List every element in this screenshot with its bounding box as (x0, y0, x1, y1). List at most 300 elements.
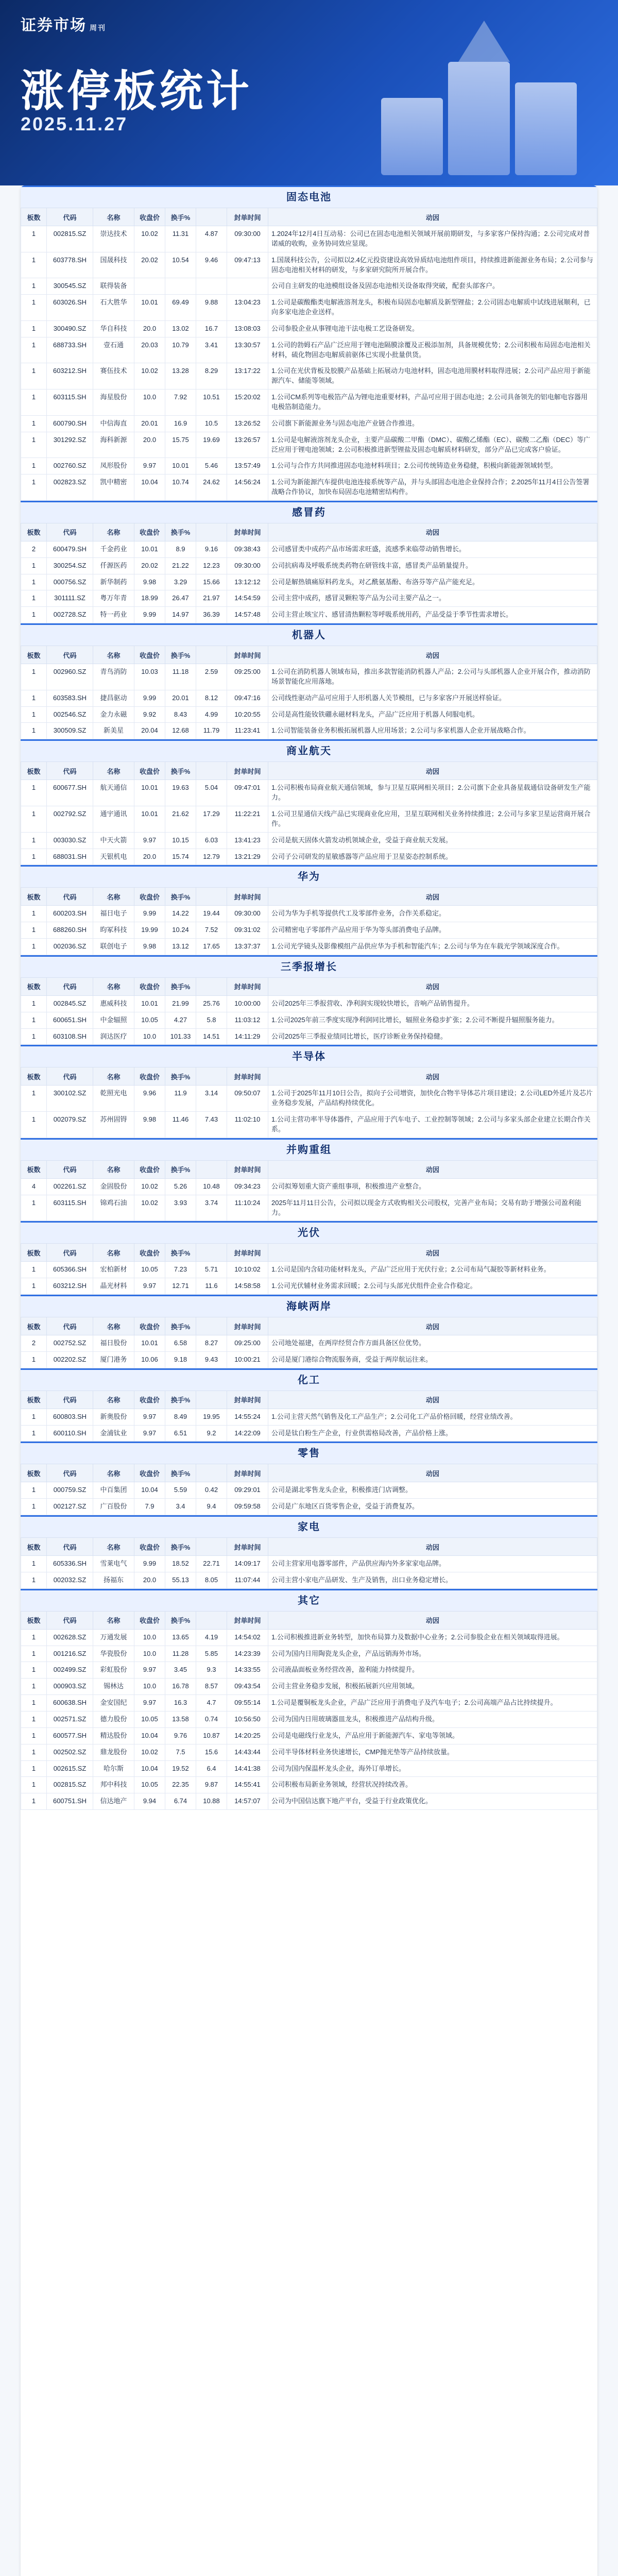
seal-cell: 5.71 (196, 1262, 227, 1278)
price-cell: 20.0 (134, 1572, 165, 1588)
code-cell: 600803.SH (47, 1409, 93, 1425)
table-row (21, 1662, 597, 1679)
turnover-cell: 20.01 (165, 690, 196, 706)
reason-cell: 1.公司是碳酸酯类电解液溶剂龙头，积极布局固态电解质及新型锂盐；2.公司固态电解质中试线进展顺利，已向多家电池企业送样。 (268, 295, 597, 321)
table-row (21, 1679, 597, 1695)
table-row (21, 1499, 597, 1515)
column-header: 换手% (165, 1538, 196, 1556)
column-header: 封单时间 (227, 1244, 268, 1262)
name-cell: 特一药业 (93, 607, 134, 623)
code-cell: 600677.SH (47, 780, 93, 806)
price-cell: 20.02 (134, 557, 165, 574)
reason-cell: 2025年11月11日公告，公司拟以现金方式收购相关公司股权，完善产业布局；交易有助于增强公司盈利能力。 (268, 1195, 597, 1221)
time-cell: 14:58:58 (227, 1278, 268, 1295)
code-cell: 300102.SZ (47, 1086, 93, 1112)
column-header: 动因 (268, 977, 597, 995)
seal-cell: 4.99 (196, 706, 227, 723)
limit-up-table (21, 185, 597, 2576)
boards-cell: 1 (21, 1760, 47, 1777)
time-cell: 09:43:54 (227, 1679, 268, 1695)
boards-cell: 2 (21, 541, 47, 557)
code-cell: 003030.SZ (47, 832, 93, 849)
coin-stack (448, 62, 510, 175)
reason-cell: 公司是解热镇痛原料药龙头，对乙酰氨基酚、布洛芬等产品产能充足。 (268, 574, 597, 590)
seal-cell: 6.03 (196, 832, 227, 849)
boards-cell: 1 (21, 849, 47, 865)
column-header: 收盘价 (134, 1244, 165, 1262)
code-cell: 002036.SZ (47, 939, 93, 955)
name-cell: 石大胜华 (93, 295, 134, 321)
reason-cell: 公司主营家用电器零部件，产品供应海内外多家家电品牌。 (268, 1556, 597, 1572)
column-header: 代码 (47, 1317, 93, 1335)
name-cell: 润达医疗 (93, 1028, 134, 1045)
boards-cell: 1 (21, 320, 47, 337)
code-cell: 300545.SZ (47, 278, 93, 295)
column-header: 换手% (165, 1611, 196, 1629)
table-row (21, 1351, 597, 1368)
data-table (21, 1317, 597, 1368)
reason-cell: 公司积极布局新业务领域，经营状况持续改善。 (268, 1777, 597, 1793)
seal-cell: 3.41 (196, 337, 227, 363)
code-cell: 002546.SZ (47, 706, 93, 723)
column-header: 名称 (93, 762, 134, 780)
section-title: 其它 (21, 1589, 597, 1611)
turnover-cell: 26.47 (165, 590, 196, 607)
time-cell: 13:12:12 (227, 574, 268, 590)
column-header: 名称 (93, 977, 134, 995)
name-cell: 航天通信 (93, 780, 134, 806)
reason-cell: 公司2025年三季报营收、净利润实现较快增长，音响产品销售提升。 (268, 995, 597, 1012)
column-header (196, 208, 227, 226)
column-header: 收盘价 (134, 1611, 165, 1629)
time-cell: 14:20:25 (227, 1727, 268, 1744)
time-cell: 09:29:01 (227, 1482, 268, 1499)
column-header: 代码 (47, 1160, 93, 1178)
code-cell: 300509.SZ (47, 723, 93, 739)
price-cell: 10.04 (134, 1760, 165, 1777)
price-cell: 10.02 (134, 1178, 165, 1195)
column-header: 收盘价 (134, 888, 165, 906)
boards-cell: 1 (21, 574, 47, 590)
name-cell: 彩虹股份 (93, 1662, 134, 1679)
time-cell: 09:38:43 (227, 541, 268, 557)
price-cell: 20.0 (134, 849, 165, 865)
reason-cell: 公司抗病毒及呼吸系统类药物在研管线丰富，感冒类产品销量提升。 (268, 557, 597, 574)
column-header: 动因 (268, 1391, 597, 1409)
seal-cell: 3.74 (196, 1195, 227, 1221)
code-cell: 603212.SH (47, 1278, 93, 1295)
boards-cell: 1 (21, 806, 47, 833)
name-cell: 乾照光电 (93, 1086, 134, 1112)
price-cell: 20.01 (134, 415, 165, 432)
page-date: 2025.11.27 (21, 113, 128, 134)
table-row (21, 389, 597, 416)
seal-cell: 14.51 (196, 1028, 227, 1045)
name-cell: 凤形股份 (93, 458, 134, 474)
name-cell: 新奥股份 (93, 1409, 134, 1425)
seal-cell: 9.4 (196, 1499, 227, 1515)
column-header: 换手% (165, 1160, 196, 1178)
price-cell: 20.02 (134, 252, 165, 278)
seal-cell: 10.48 (196, 1178, 227, 1195)
column-header: 名称 (93, 1067, 134, 1086)
time-cell: 09:47:13 (227, 252, 268, 278)
reason-cell: 1.公司2025年前三季度实现净利润同比增长，辐照业务稳步扩张；2.公司不断提升辐照服务能力。 (268, 1012, 597, 1028)
section-title: 海峡两岸 (21, 1295, 597, 1317)
turnover-cell: 10.54 (165, 252, 196, 278)
seal-cell: 16.7 (196, 320, 227, 337)
section (21, 1589, 597, 1810)
data-table (21, 646, 597, 739)
seal-cell: 12.79 (196, 849, 227, 865)
arrow-up-icon (458, 21, 510, 62)
section (21, 865, 597, 955)
time-cell: 14:41:38 (227, 1760, 268, 1777)
code-cell: 002079.SZ (47, 1112, 93, 1138)
turnover-cell: 14.97 (165, 607, 196, 623)
boards-cell: 1 (21, 1012, 47, 1028)
table-row (21, 1112, 597, 1138)
name-cell: 联创电子 (93, 939, 134, 955)
price-cell: 19.99 (134, 922, 165, 939)
price-cell: 9.99 (134, 690, 165, 706)
turnover-cell: 4.27 (165, 1012, 196, 1028)
reason-cell: 1.公司卫星通信天线产品已实现商业化应用，卫星互联网相关业务持续推进；2.公司与多家卫星运营商开展合作。 (268, 806, 597, 833)
time-cell: 14:23:39 (227, 1646, 268, 1662)
reason-cell: 公司主营中成药，感冒灵颗粒等产品为公司主要产品之一。 (268, 590, 597, 607)
column-header: 代码 (47, 523, 93, 541)
column-header: 动因 (268, 208, 597, 226)
boards-cell: 1 (21, 1679, 47, 1695)
column-header: 封单时间 (227, 646, 268, 664)
column-header: 代码 (47, 1611, 93, 1629)
price-cell: 9.97 (134, 832, 165, 849)
table-row (21, 1482, 597, 1499)
time-cell: 13:26:52 (227, 415, 268, 432)
turnover-cell: 21.62 (165, 806, 196, 833)
boards-cell: 1 (21, 1028, 47, 1045)
seal-cell: 8.57 (196, 1679, 227, 1695)
time-cell: 14:55:41 (227, 1777, 268, 1793)
column-header: 封单时间 (227, 523, 268, 541)
brand-logo: 证券市场 周刊 (21, 17, 106, 34)
table-row (21, 1425, 597, 1442)
reason-cell: 1.2024年12月4日互动易：公司已在固态电池相关领域开展前期研发，与多家客户保持沟通；2.公司完成对普诺威的收购，业务协同效应显现。 (268, 226, 597, 252)
column-header: 收盘价 (134, 208, 165, 226)
boards-cell: 1 (21, 832, 47, 849)
code-cell: 002571.SZ (47, 1711, 93, 1728)
column-header: 板数 (21, 888, 47, 906)
name-cell: 海科新源 (93, 432, 134, 458)
turnover-cell: 11.46 (165, 1112, 196, 1138)
name-cell: 万通发展 (93, 1629, 134, 1646)
table-row (21, 1744, 597, 1760)
table-row (21, 474, 597, 501)
column-header: 收盘价 (134, 977, 165, 995)
boards-cell: 1 (21, 1086, 47, 1112)
seal-cell: 10.51 (196, 389, 227, 416)
name-cell: 新美星 (93, 723, 134, 739)
column-header: 代码 (47, 1067, 93, 1086)
column-header: 动因 (268, 888, 597, 906)
boards-cell: 1 (21, 337, 47, 363)
table-row (21, 1028, 597, 1045)
coin-stack (381, 98, 443, 175)
name-cell: 金浦钛业 (93, 1425, 134, 1442)
name-cell: 惠威科技 (93, 995, 134, 1012)
code-cell: 600651.SH (47, 1012, 93, 1028)
code-cell: 301292.SZ (47, 432, 93, 458)
boards-cell: 1 (21, 1409, 47, 1425)
turnover-cell: 15.75 (165, 432, 196, 458)
boards-cell: 1 (21, 474, 47, 501)
code-cell: 002792.SZ (47, 806, 93, 833)
price-cell: 20.04 (134, 723, 165, 739)
column-header: 换手% (165, 523, 196, 541)
code-cell: 002815.SZ (47, 226, 93, 252)
time-cell: 13:37:37 (227, 939, 268, 955)
name-cell: 粤万年青 (93, 590, 134, 607)
code-cell: 002815.SZ (47, 1777, 93, 1793)
price-cell: 10.05 (134, 1012, 165, 1028)
section (21, 739, 597, 865)
time-cell: 13:21:29 (227, 849, 268, 865)
turnover-cell: 5.59 (165, 1482, 196, 1499)
column-header: 动因 (268, 1160, 597, 1178)
time-cell: 11:23:41 (227, 723, 268, 739)
column-header: 名称 (93, 1160, 134, 1178)
column-header: 板数 (21, 1067, 47, 1086)
boards-cell: 1 (21, 252, 47, 278)
time-cell: 09:47:16 (227, 690, 268, 706)
turnover-cell: 16.78 (165, 1679, 196, 1695)
seal-cell: 5.8 (196, 1012, 227, 1028)
table-row (21, 1727, 597, 1744)
time-cell: 09:30:00 (227, 226, 268, 252)
turnover-cell: 9.76 (165, 1727, 196, 1744)
name-cell: 信达地产 (93, 1793, 134, 1810)
code-cell: 301111.SZ (47, 590, 93, 607)
boards-cell: 1 (21, 590, 47, 607)
table-row (21, 607, 597, 623)
code-cell: 600577.SH (47, 1727, 93, 1744)
table-row (21, 690, 597, 706)
boards-cell: 1 (21, 1662, 47, 1679)
reason-cell: 公司旗下新能源业务与固态电池产业链合作推进。 (268, 415, 597, 432)
table-row (21, 1646, 597, 1662)
seal-cell: 5.46 (196, 458, 227, 474)
time-cell: 09:25:00 (227, 1335, 268, 1352)
column-header: 板数 (21, 646, 47, 664)
price-cell: 9.94 (134, 1793, 165, 1810)
name-cell: 凯中精密 (93, 474, 134, 501)
turnover-cell: 22.35 (165, 1777, 196, 1793)
reason-cell: 1.公司在光伏背板及胶膜产品基础上拓展动力电池材料，固态电池用膜材料取得进展；2.公司产品应用于新能源汽车、储能等领域。 (268, 363, 597, 389)
name-cell: 新华制药 (93, 574, 134, 590)
price-cell: 7.9 (134, 1499, 165, 1515)
table-row (21, 1178, 597, 1195)
code-cell: 603583.SH (47, 690, 93, 706)
column-header (196, 1244, 227, 1262)
column-header: 收盘价 (134, 1464, 165, 1482)
column-header: 名称 (93, 1611, 134, 1629)
name-cell: 金固股份 (93, 1178, 134, 1195)
turnover-cell: 3.29 (165, 574, 196, 590)
time-cell: 09:50:07 (227, 1086, 268, 1112)
time-cell: 14:56:24 (227, 474, 268, 501)
turnover-cell: 55.13 (165, 1572, 196, 1588)
code-cell: 002752.SZ (47, 1335, 93, 1352)
name-cell: 通宇通讯 (93, 806, 134, 833)
price-cell: 10.02 (134, 1195, 165, 1221)
boards-cell: 1 (21, 906, 47, 922)
turnover-cell: 16.3 (165, 1695, 196, 1711)
column-header: 换手% (165, 1067, 196, 1086)
boards-cell: 1 (21, 458, 47, 474)
column-header: 换手% (165, 888, 196, 906)
seal-cell: 10.5 (196, 415, 227, 432)
page-title: 涨停板统计 (21, 67, 253, 115)
time-cell: 14:54:02 (227, 1629, 268, 1646)
column-header: 板数 (21, 523, 47, 541)
table-row (21, 458, 597, 474)
section (21, 1138, 597, 1222)
reason-cell: 1.公司智能装备业务积极拓展机器人应用场景；2.公司与多家机器人企业开展战略合作。 (268, 723, 597, 739)
reason-cell: 公司线性驱动产品可应用于人形机器人关节模组，已与多家客户开展送样验证。 (268, 690, 597, 706)
code-cell: 603778.SH (47, 252, 93, 278)
code-cell: 001216.SZ (47, 1646, 93, 1662)
column-header: 板数 (21, 762, 47, 780)
turnover-cell: 13.28 (165, 363, 196, 389)
column-header: 板数 (21, 977, 47, 995)
column-header: 收盘价 (134, 1067, 165, 1086)
header-banner (0, 0, 618, 185)
column-header: 代码 (47, 762, 93, 780)
seal-cell: 3.14 (196, 1086, 227, 1112)
turnover-cell: 13.65 (165, 1629, 196, 1646)
column-header (196, 1611, 227, 1629)
reason-cell: 公司为国内日用玻璃器皿龙头，积极推进产品结构升级。 (268, 1711, 597, 1728)
code-cell: 600638.SH (47, 1695, 93, 1711)
boards-cell: 1 (21, 1556, 47, 1572)
section-title: 家电 (21, 1515, 597, 1537)
code-cell: 605336.SH (47, 1556, 93, 1572)
column-header: 收盘价 (134, 1160, 165, 1178)
seal-cell: 11.6 (196, 1278, 227, 1295)
code-cell: 002127.SZ (47, 1499, 93, 1515)
table-row (21, 922, 597, 939)
column-header: 收盘价 (134, 646, 165, 664)
price-cell: 10.0 (134, 389, 165, 416)
turnover-cell: 6.58 (165, 1335, 196, 1352)
column-header: 动因 (268, 1317, 597, 1335)
reason-cell: 公司参股企业从事锂电池干法电极工艺设备研发。 (268, 320, 597, 337)
name-cell: 国晟科技 (93, 252, 134, 278)
time-cell: 09:47:01 (227, 780, 268, 806)
code-cell: 688031.SH (47, 849, 93, 865)
section (21, 1515, 597, 1589)
reason-cell: 公司半导体材料业务快速增长，CMP抛光垫等产品持续放量。 (268, 1744, 597, 1760)
reason-cell: 公司精密电子零部件产品应用于华为等头部消费电子品牌。 (268, 922, 597, 939)
column-header: 板数 (21, 1538, 47, 1556)
column-header: 封单时间 (227, 208, 268, 226)
seal-cell: 9.46 (196, 252, 227, 278)
name-cell: 雪莱电气 (93, 1556, 134, 1572)
name-cell: 锦鸡石油 (93, 1195, 134, 1221)
reason-cell: 1.公司为新能源汽车提供电池连接系统等产品，并与头部固态电池企业保持合作；2.2025年11月4日公告签署战略合作协议，加快布局固态电池精密结构件。 (268, 474, 597, 501)
boards-cell: 1 (21, 1711, 47, 1728)
reason-cell: 公司地处福建，在两岸经贸合作方面具备区位优势。 (268, 1335, 597, 1352)
table-row (21, 1695, 597, 1711)
price-cell: 10.01 (134, 780, 165, 806)
column-header (196, 1464, 227, 1482)
table-row (21, 557, 597, 574)
name-cell: 海星股份 (93, 389, 134, 416)
column-header: 收盘价 (134, 1538, 165, 1556)
table-row (21, 1278, 597, 1295)
price-cell: 9.97 (134, 1662, 165, 1679)
reason-cell: 公司是电磁线行业龙头，产品应用于新能源汽车、家电等领域。 (268, 1727, 597, 1744)
seal-cell: 15.6 (196, 1744, 227, 1760)
table-row (21, 1777, 597, 1793)
reason-cell: 1.公司CM系列等电极箔产品为锂电池重要材料，产品可应用于固态电池；2.公司具备领先的铝电解电容器用电极箔制造能力。 (268, 389, 597, 416)
time-cell: 11:02:10 (227, 1112, 268, 1138)
code-cell: 603026.SH (47, 295, 93, 321)
seal-cell: 25.76 (196, 995, 227, 1012)
seal-cell: 24.62 (196, 474, 227, 501)
turnover-cell: 9.18 (165, 1351, 196, 1368)
code-cell: 002202.SZ (47, 1351, 93, 1368)
column-header: 封单时间 (227, 762, 268, 780)
table-row (21, 664, 597, 690)
table-row (21, 906, 597, 922)
column-header: 封单时间 (227, 888, 268, 906)
column-header: 代码 (47, 888, 93, 906)
price-cell: 10.05 (134, 1262, 165, 1278)
column-header: 封单时间 (227, 1391, 268, 1409)
boards-cell: 1 (21, 415, 47, 432)
seal-cell: 4.87 (196, 226, 227, 252)
boards-cell: 1 (21, 1777, 47, 1793)
boards-cell: 1 (21, 1744, 47, 1760)
time-cell: 09:25:00 (227, 664, 268, 690)
name-cell: 福日电子 (93, 906, 134, 922)
seal-cell: 9.2 (196, 1425, 227, 1442)
turnover-cell: 101.33 (165, 1028, 196, 1045)
data-table (21, 1464, 597, 1515)
seal-cell: 22.71 (196, 1556, 227, 1572)
price-cell: 10.0 (134, 1646, 165, 1662)
turnover-cell: 6.51 (165, 1425, 196, 1442)
data-table (21, 1160, 597, 1222)
price-cell: 10.01 (134, 295, 165, 321)
turnover-cell: 10.24 (165, 922, 196, 939)
column-header (196, 1067, 227, 1086)
table-row (21, 252, 597, 278)
name-cell: 壹石通 (93, 337, 134, 363)
section (21, 1368, 597, 1442)
seal-cell: 2.59 (196, 664, 227, 690)
section (21, 1221, 597, 1295)
coin-stack (515, 82, 577, 175)
turnover-cell: 10.01 (165, 458, 196, 474)
column-header: 板数 (21, 1391, 47, 1409)
column-header: 换手% (165, 646, 196, 664)
price-cell: 10.04 (134, 474, 165, 501)
price-cell: 9.99 (134, 607, 165, 623)
column-header: 换手% (165, 1464, 196, 1482)
reason-cell: 公司为国内日用陶瓷龙头企业，产品远销海外市场。 (268, 1646, 597, 1662)
